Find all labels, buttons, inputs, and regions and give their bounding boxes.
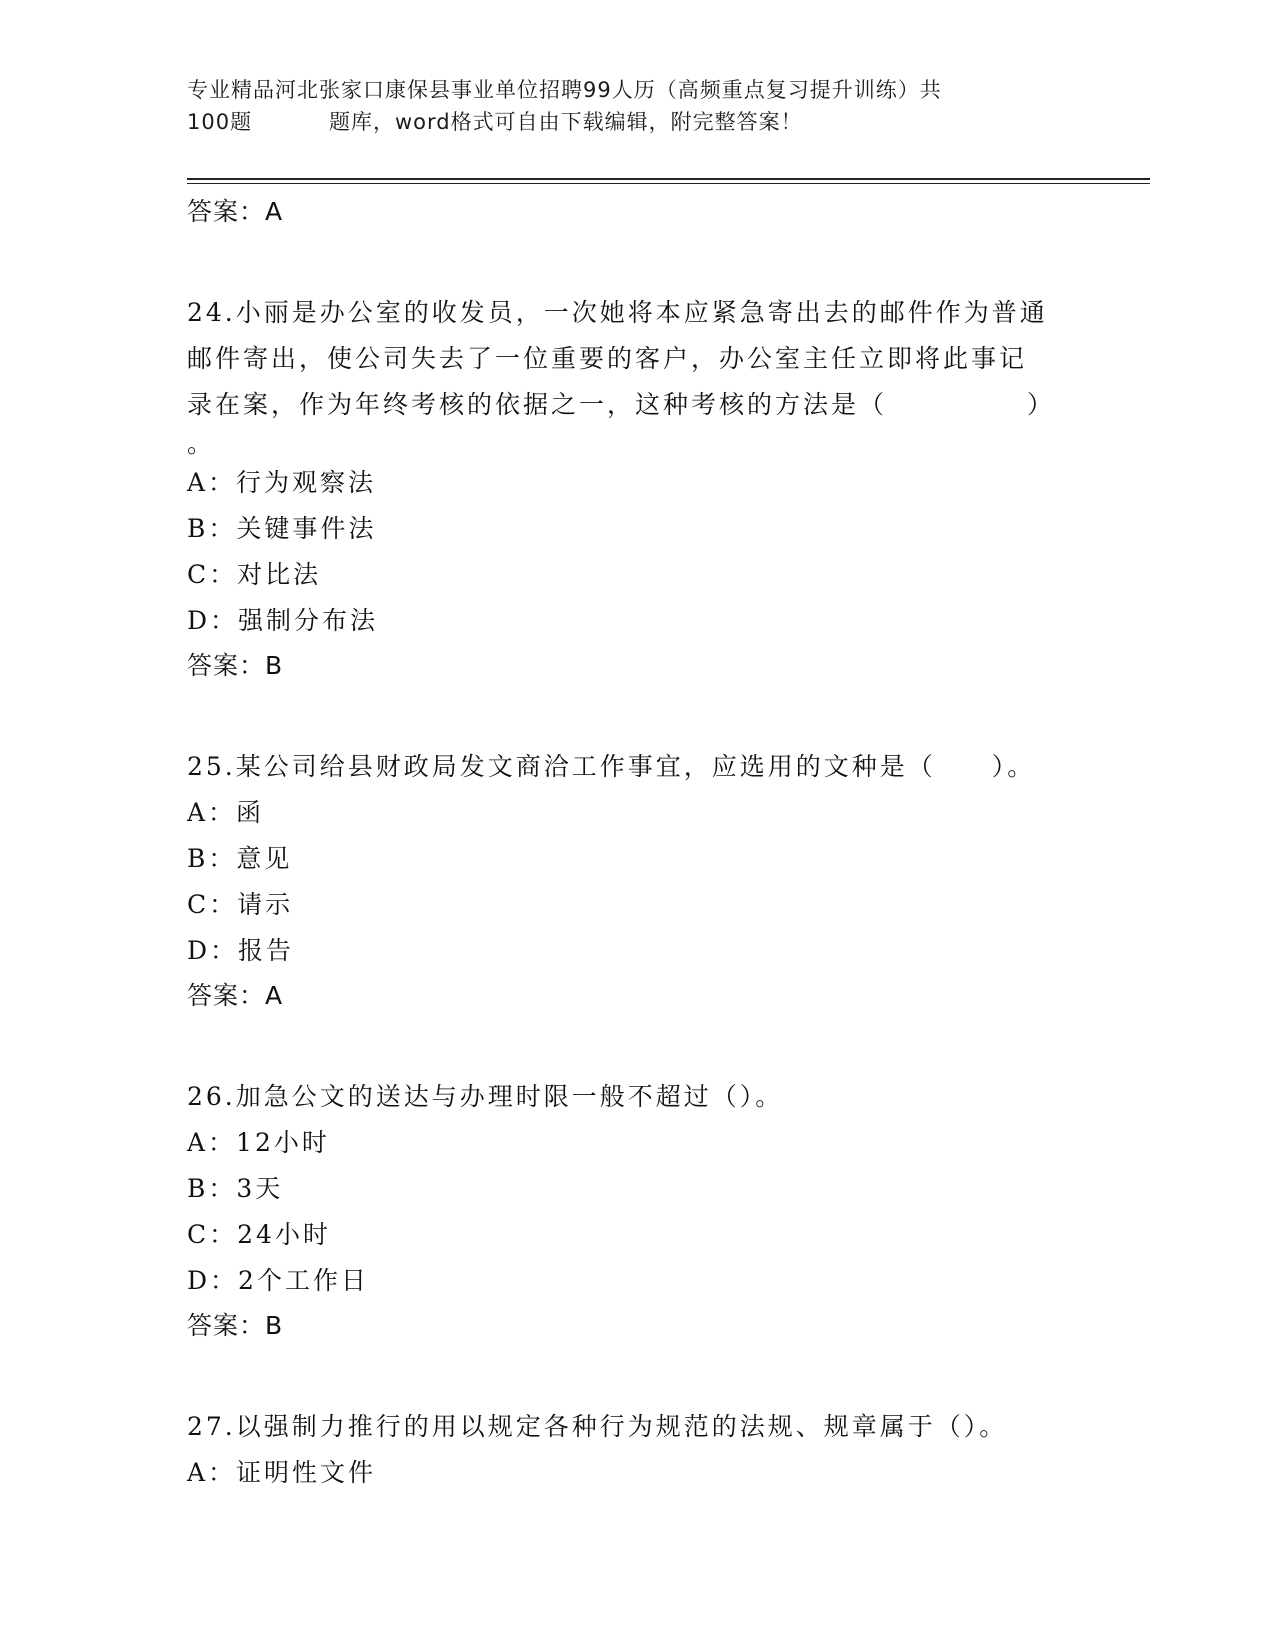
- question-24: [187, 290, 1087, 688]
- option-a: A：函: [187, 798, 265, 827]
- option-a: A：行为观察法: [187, 468, 377, 497]
- previous-answer: [187, 190, 1087, 234]
- stem-line: 27.以强制力推行的用以规定各种行为规范的法规、规章属于（）。: [187, 1412, 1008, 1441]
- header-line-1: 专业精品河北张家口康保县事业单位招聘99人历（高频重点复习提升训练）共: [187, 78, 942, 102]
- question-25: [187, 744, 1087, 1018]
- stem-line: 录在案，作为年终考核的依据之一，这种考核的方法是（ ）: [187, 390, 1056, 419]
- answer: [187, 974, 1087, 1018]
- answer-label: 答案：: [187, 981, 266, 1010]
- answer-label: 答案：: [187, 197, 266, 226]
- question-list: [187, 190, 1087, 1496]
- option-c: C：24小时: [187, 1220, 331, 1249]
- answer-value: B: [265, 1311, 284, 1340]
- answer: [187, 1304, 1087, 1348]
- answer-label: 答案：: [187, 651, 266, 680]
- question-stem: [187, 744, 1087, 790]
- stem-line: 26.加急公文的送达与办理时限一般不超过（）。: [187, 1082, 784, 1111]
- question-stem: [187, 1404, 1087, 1450]
- header-description: 题库，word格式可自由下载编辑，附完整答案！: [329, 110, 803, 134]
- option-c: C：对比法: [187, 560, 322, 589]
- page-header: [187, 74, 1087, 138]
- header-divider-thick: [187, 178, 1150, 180]
- option-d: D：报告: [187, 936, 295, 965]
- option-d: D：2个工作日: [187, 1266, 369, 1295]
- question-27: [187, 1404, 1087, 1496]
- answer: [187, 644, 1087, 688]
- option-a: A：证明性文件: [187, 1458, 377, 1487]
- question-stem: [187, 1074, 1087, 1120]
- answer-value: B: [265, 651, 284, 680]
- stem-tail: 。: [187, 429, 216, 458]
- stem-line: 邮件寄出，使公司失去了一位重要的客户，办公室主任立即将此事记: [187, 344, 1028, 373]
- question-stem: [187, 290, 1087, 428]
- answer-label: 答案：: [187, 1311, 266, 1340]
- question-26: [187, 1074, 1087, 1348]
- option-b: B：关键事件法: [187, 514, 377, 543]
- option-b: B：意见: [187, 844, 293, 873]
- header-question-count: 100题: [187, 110, 253, 134]
- answer-value: A: [265, 197, 284, 226]
- option-d: D：强制分布法: [187, 606, 379, 635]
- option-a: A：12小时: [187, 1128, 330, 1157]
- stem-line: 25.某公司给县财政局发文商洽工作事宜，应选用的文种是（ ）。: [187, 752, 1036, 781]
- header-line-2: [187, 106, 1087, 138]
- option-b: B：3天: [187, 1174, 284, 1203]
- stem-line: 24.小丽是办公室的收发员，一次她将本应紧急寄出去的邮件作为普通: [187, 298, 1048, 327]
- option-c: C：请示: [187, 890, 294, 919]
- answer-value: A: [265, 981, 284, 1010]
- header-divider-thin: [187, 183, 1150, 184]
